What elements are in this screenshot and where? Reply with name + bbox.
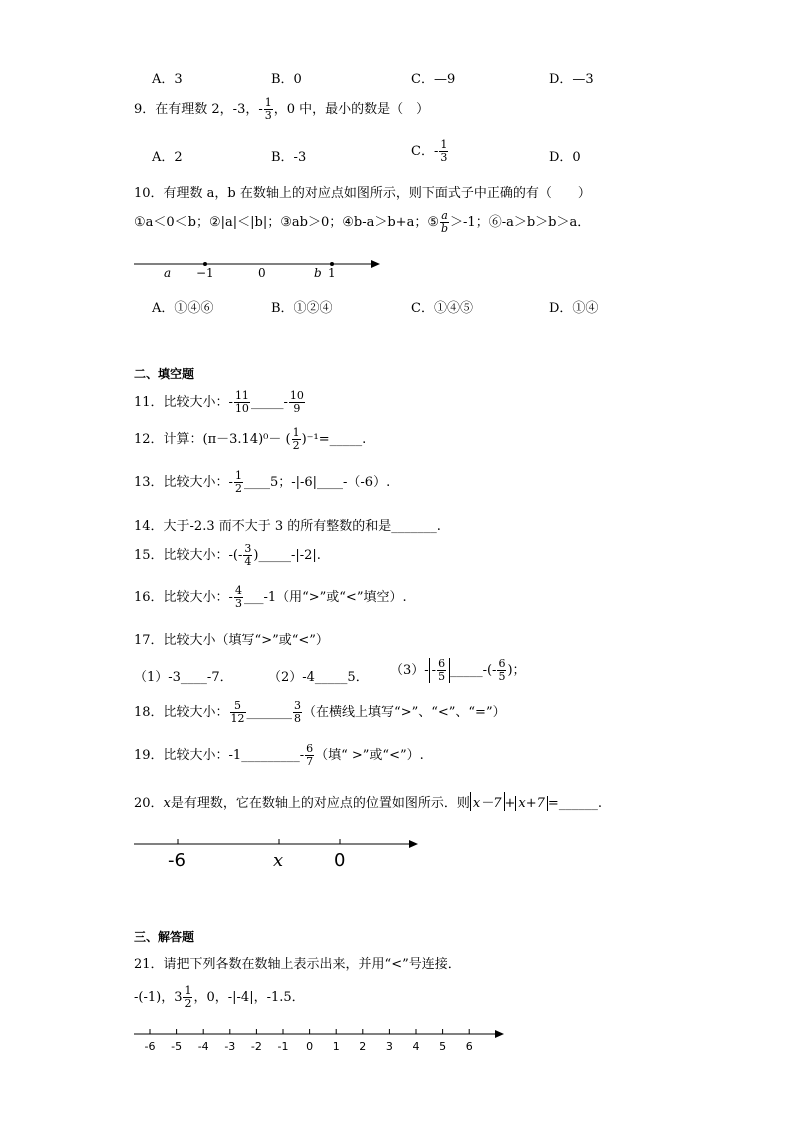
q17-stem: 17．比较大小（填写“>”或“<”）	[134, 633, 329, 648]
q8-option-d: D．—3	[549, 72, 594, 87]
q8-option-b: B．0	[271, 72, 302, 87]
q16: 16．比较大小：- $\frac{4}{3}$ ___-1（用“>”或“<”填空）.	[134, 584, 407, 610]
q10-option-a: A．①④⑥	[152, 301, 214, 316]
q21-tick-label: -2	[250, 1040, 262, 1053]
q21-tick-label: 0	[306, 1040, 314, 1053]
q21-tick-label: 2	[359, 1040, 367, 1053]
q10-axis-label-b: b	[314, 266, 322, 280]
q10-number-line	[132, 255, 384, 285]
q17-part1: （1）-3____-7．	[134, 670, 233, 685]
q21-tick-label: -1	[277, 1040, 289, 1053]
q11: 11．比较大小：- $\frac{11}{10}$ _____- $\frac{10}{9}$	[134, 389, 304, 415]
q21-tick-label: 3	[385, 1040, 393, 1053]
q17-part2: （2）-4_____5．	[268, 670, 369, 685]
q10-axis-label-neg1: −1	[196, 266, 214, 280]
q20-number-line	[132, 835, 422, 875]
q10-axis-label-a: a	[164, 266, 172, 280]
q20-axis-label-neg6: -6	[168, 850, 186, 871]
q14: 14．大于-2.3 而不大于 3 的所有整数的和是_______.	[134, 519, 441, 534]
q8-option-c: C．—9	[411, 72, 456, 87]
q12: 12．计算：(π－3.14)⁰－ ( $\frac{1}{2}$ )⁻¹=_____.	[134, 426, 367, 452]
q21-tick-label: -3	[224, 1040, 236, 1053]
q21-tick-label: 6	[465, 1040, 473, 1053]
section-answer-title: 三、解答题	[134, 930, 195, 944]
q21-tick-label: 5	[439, 1040, 447, 1053]
q21-stem: 21．请把下列各数在数轴上表示出来，并用“<”号连接．	[134, 957, 461, 972]
q17-part3: （3）- - $\frac{6}{5}$ _____-(- $\frac{6}{5}$ )；	[390, 657, 526, 683]
q10-stem: 10．有理数 a，b 在数轴上的对应点如图所示，则下面式子中正确的有（ ）	[134, 186, 591, 201]
q21-number-line	[132, 1025, 512, 1055]
q10-option-b: B．①②④	[271, 301, 333, 316]
q21-tick-label: -4	[197, 1040, 209, 1053]
q15: 15．比较大小：-(- $\frac{3}{4}$ )_____-|-2|.	[134, 542, 321, 568]
q21-tick-label: -5	[171, 1040, 183, 1053]
q13: 13．比较大小：- $\frac{1}{2}$ ____5；-|-6|____-（-6）.	[134, 469, 391, 495]
q9-option-b: B．-3	[271, 150, 307, 165]
q8-option-a: A．3	[152, 72, 183, 87]
q19: 19．比较大小：-1_________- $\frac{6}{7}$ （填“ >”或“<”）.	[134, 742, 424, 768]
q21-tick-label: -6	[144, 1040, 156, 1053]
q10-option-c: C．①④⑤	[411, 301, 473, 316]
q21-tick-label: 1	[332, 1040, 340, 1053]
q21-tick-label: 4	[412, 1040, 420, 1053]
q18: 18．比较大小： $\frac{5}{12}$ _______ $\frac{3}{8}$ （在横线上填写“>”、“<”、“=”）	[134, 699, 506, 725]
q20: 20．x是有理数，它在数轴上的对应点的位置如图所示．则 x－7 + x+7 =______.	[134, 792, 602, 811]
q10-items: ①a＜0＜b；②|a|＜|b|；③ab＞0；④b-a＞b+a；⑤ $\frac{a}{b}$ ＞-1；⑥-a＞b＞b＞a．	[134, 209, 591, 235]
q10-axis-label-0: 0	[258, 266, 266, 280]
q20-axis-label-0: 0	[334, 850, 346, 871]
q9-stem: 9．在有理数 2，-3，- $\frac{1}{3}$ ，0 中，最小的数是（ ）	[134, 96, 430, 122]
section-fill-in-title: 二、填空题	[134, 367, 195, 381]
q9-option-a: A．2	[152, 150, 183, 165]
q10-axis-label-1: 1	[328, 266, 336, 280]
q9-option-c: C．- $\frac{1}{3}$	[411, 138, 448, 164]
q20-axis-label-x: x	[273, 850, 284, 871]
q10-option-d: D．①④	[549, 301, 599, 316]
q9-option-d: D．0	[549, 150, 581, 165]
q21-numbers: -(-1)，3 $\frac{1}{2}$ ，0，-|-4|，-1.5．	[134, 984, 305, 1010]
